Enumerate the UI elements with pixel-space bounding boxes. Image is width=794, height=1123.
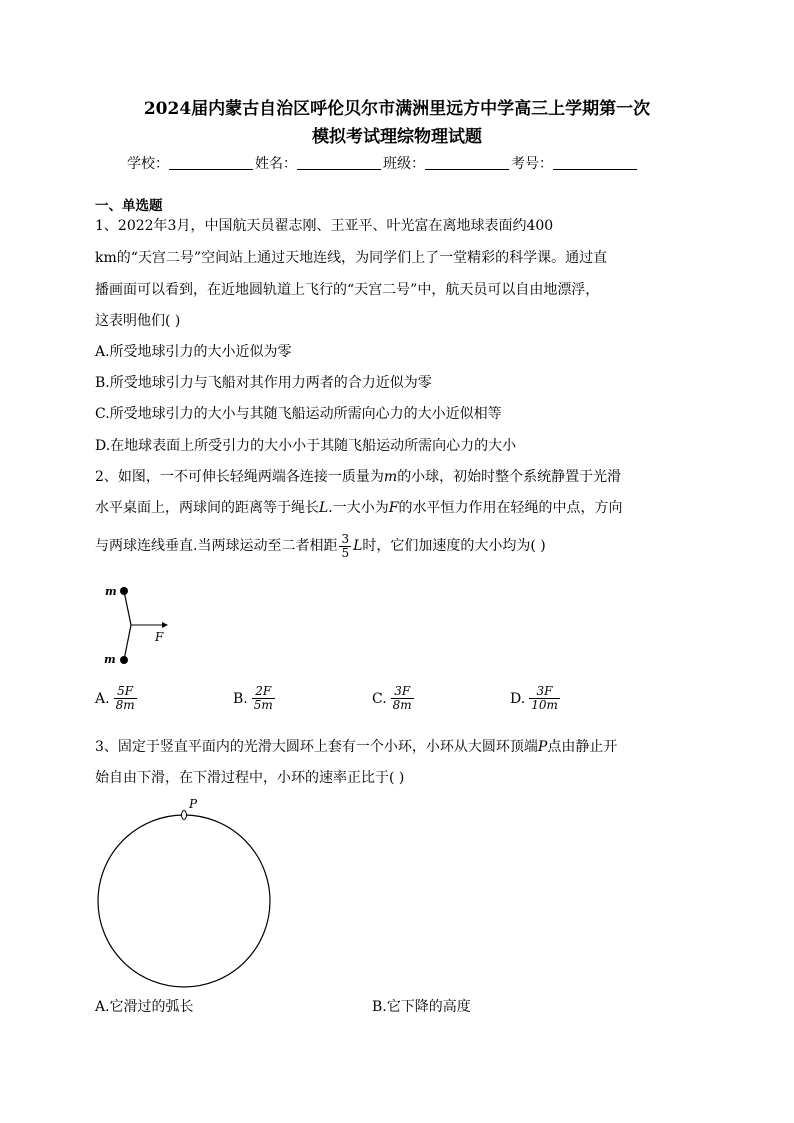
q2-option-d[interactable] xyxy=(510,685,562,712)
name-blank[interactable] xyxy=(297,155,381,170)
fraction-denominator: 5m xyxy=(253,698,273,712)
school-blank[interactable] xyxy=(169,155,253,170)
option-label: D. xyxy=(510,690,526,707)
q2-symbol-L: L xyxy=(353,538,363,554)
q1-option-a[interactable]: A.所受地球引力的大小近似为零 xyxy=(95,344,292,360)
q1-line2: km的“天宫二号”空间站上通过天地连线，为同学们上了一堂精彩的科学课。通过直 xyxy=(95,250,608,266)
class-blank[interactable] xyxy=(425,155,509,170)
fraction-numerator: 3F xyxy=(391,685,414,699)
fraction-denominator: 8m xyxy=(115,698,135,712)
q2-symbol-m: m xyxy=(383,469,398,485)
q2-option-a[interactable] xyxy=(95,685,139,712)
q2-option-b[interactable] xyxy=(233,685,277,712)
fraction-numerator: 5F xyxy=(114,685,137,699)
rope xyxy=(124,591,131,660)
option-fraction xyxy=(529,685,560,712)
q3-line1 xyxy=(95,737,617,757)
small-ring xyxy=(182,811,187,820)
option-fraction xyxy=(391,685,414,712)
fraction-denominator: 5 xyxy=(341,545,350,560)
mass-label-bottom: m xyxy=(104,653,116,666)
fraction-numerator: 2F xyxy=(252,685,275,699)
option-label: C. xyxy=(372,690,387,707)
q1-line4: 这表明他们( ) xyxy=(95,313,181,329)
fraction-denominator: 8m xyxy=(392,698,412,712)
fraction-denominator: 10m xyxy=(531,698,558,712)
exam-title-line2: 模拟考试理综物理试题 xyxy=(312,127,482,147)
q2-symbol-L: L xyxy=(319,500,329,516)
q2-line1 xyxy=(95,467,621,487)
q3-text: 点由静止开 xyxy=(547,739,618,755)
option-fraction xyxy=(114,685,137,712)
q3-line2: 始自由下滑，在下滑过程中，小环的速率正比于( ) xyxy=(95,770,405,786)
q2-text: 2、如图，一不可伸长轻绳两端各连接一质量为 xyxy=(95,469,384,485)
q2-text: 的水平恒力作用在轻绳的中点，方向 xyxy=(398,500,623,516)
fraction-numerator: 3F xyxy=(529,685,560,699)
two-balls-rope-figure xyxy=(100,580,180,670)
point-label-p: P xyxy=(189,797,198,811)
fraction-three-fifths xyxy=(339,533,351,560)
q3-option-b[interactable]: B.它下降的高度 xyxy=(372,999,471,1015)
q2-line2 xyxy=(95,498,622,518)
option-label: B. xyxy=(233,690,248,707)
school-label: 学校： xyxy=(127,156,169,172)
q2-option-c[interactable] xyxy=(372,685,416,712)
q1-line1: 1、2022年3月，中国航天员翟志刚、王亚平、叶光富在离地球表面约400 xyxy=(95,218,554,234)
ring-figure xyxy=(90,792,280,992)
mass-label-top: m xyxy=(105,585,117,598)
option-label: A. xyxy=(95,690,110,707)
q2-text: 的小球，初始时整个系统静置于光滑 xyxy=(397,469,622,485)
force-label: F xyxy=(155,630,164,644)
fraction-numerator: 3 xyxy=(341,531,350,546)
q1-option-c[interactable]: C.所受地球引力的大小与其随飞船运动所需向心力的大小近似相等 xyxy=(95,406,502,422)
q2-text: 水平桌面上，两球间的距离等于绳长 xyxy=(95,500,319,516)
q2-symbol-F: F xyxy=(388,500,399,516)
class-label: 班级： xyxy=(383,156,425,172)
student-info-row xyxy=(127,154,639,174)
name-label: 姓名： xyxy=(255,156,297,172)
q1-option-b[interactable]: B.所受地球引力与飞船对其作用力两者的合力近似为零 xyxy=(95,375,432,391)
q1-option-d[interactable]: D.在地球表面上所受引力的大小小于其随飞船运动所需向心力的大小 xyxy=(95,438,517,454)
exam-title-line1: 2024届内蒙古自治区呼伦贝尔市满洲里远方中学高三上学期第一次 xyxy=(143,99,651,119)
exam-number-label: 考号： xyxy=(511,156,553,172)
exam-number-blank[interactable] xyxy=(553,155,637,170)
q2-text: 时，它们加速度的大小均为( ) xyxy=(362,538,546,554)
q2-line3 xyxy=(95,529,546,563)
arrow-head xyxy=(162,622,168,628)
q1-line3: 播画面可以看到，在近地圆轨道上飞行的“天宫二号”中，航天员可以自由地漂浮， xyxy=(95,282,600,298)
q2-text: 与两球连线垂直.当两球运动至二者相距 xyxy=(95,538,338,554)
q3-text: 3、固定于竖直平面内的光滑大圆环上套有一个小环，小环从大圆环顶端 xyxy=(95,739,538,755)
q2-text: .一大小为 xyxy=(328,500,389,516)
large-ring xyxy=(98,815,270,987)
option-fraction xyxy=(252,685,275,712)
section-title: 一、单选题 xyxy=(95,198,163,214)
q3-symbol-P: P xyxy=(537,739,548,755)
q3-option-a[interactable]: A.它滑过的弧长 xyxy=(95,999,194,1015)
